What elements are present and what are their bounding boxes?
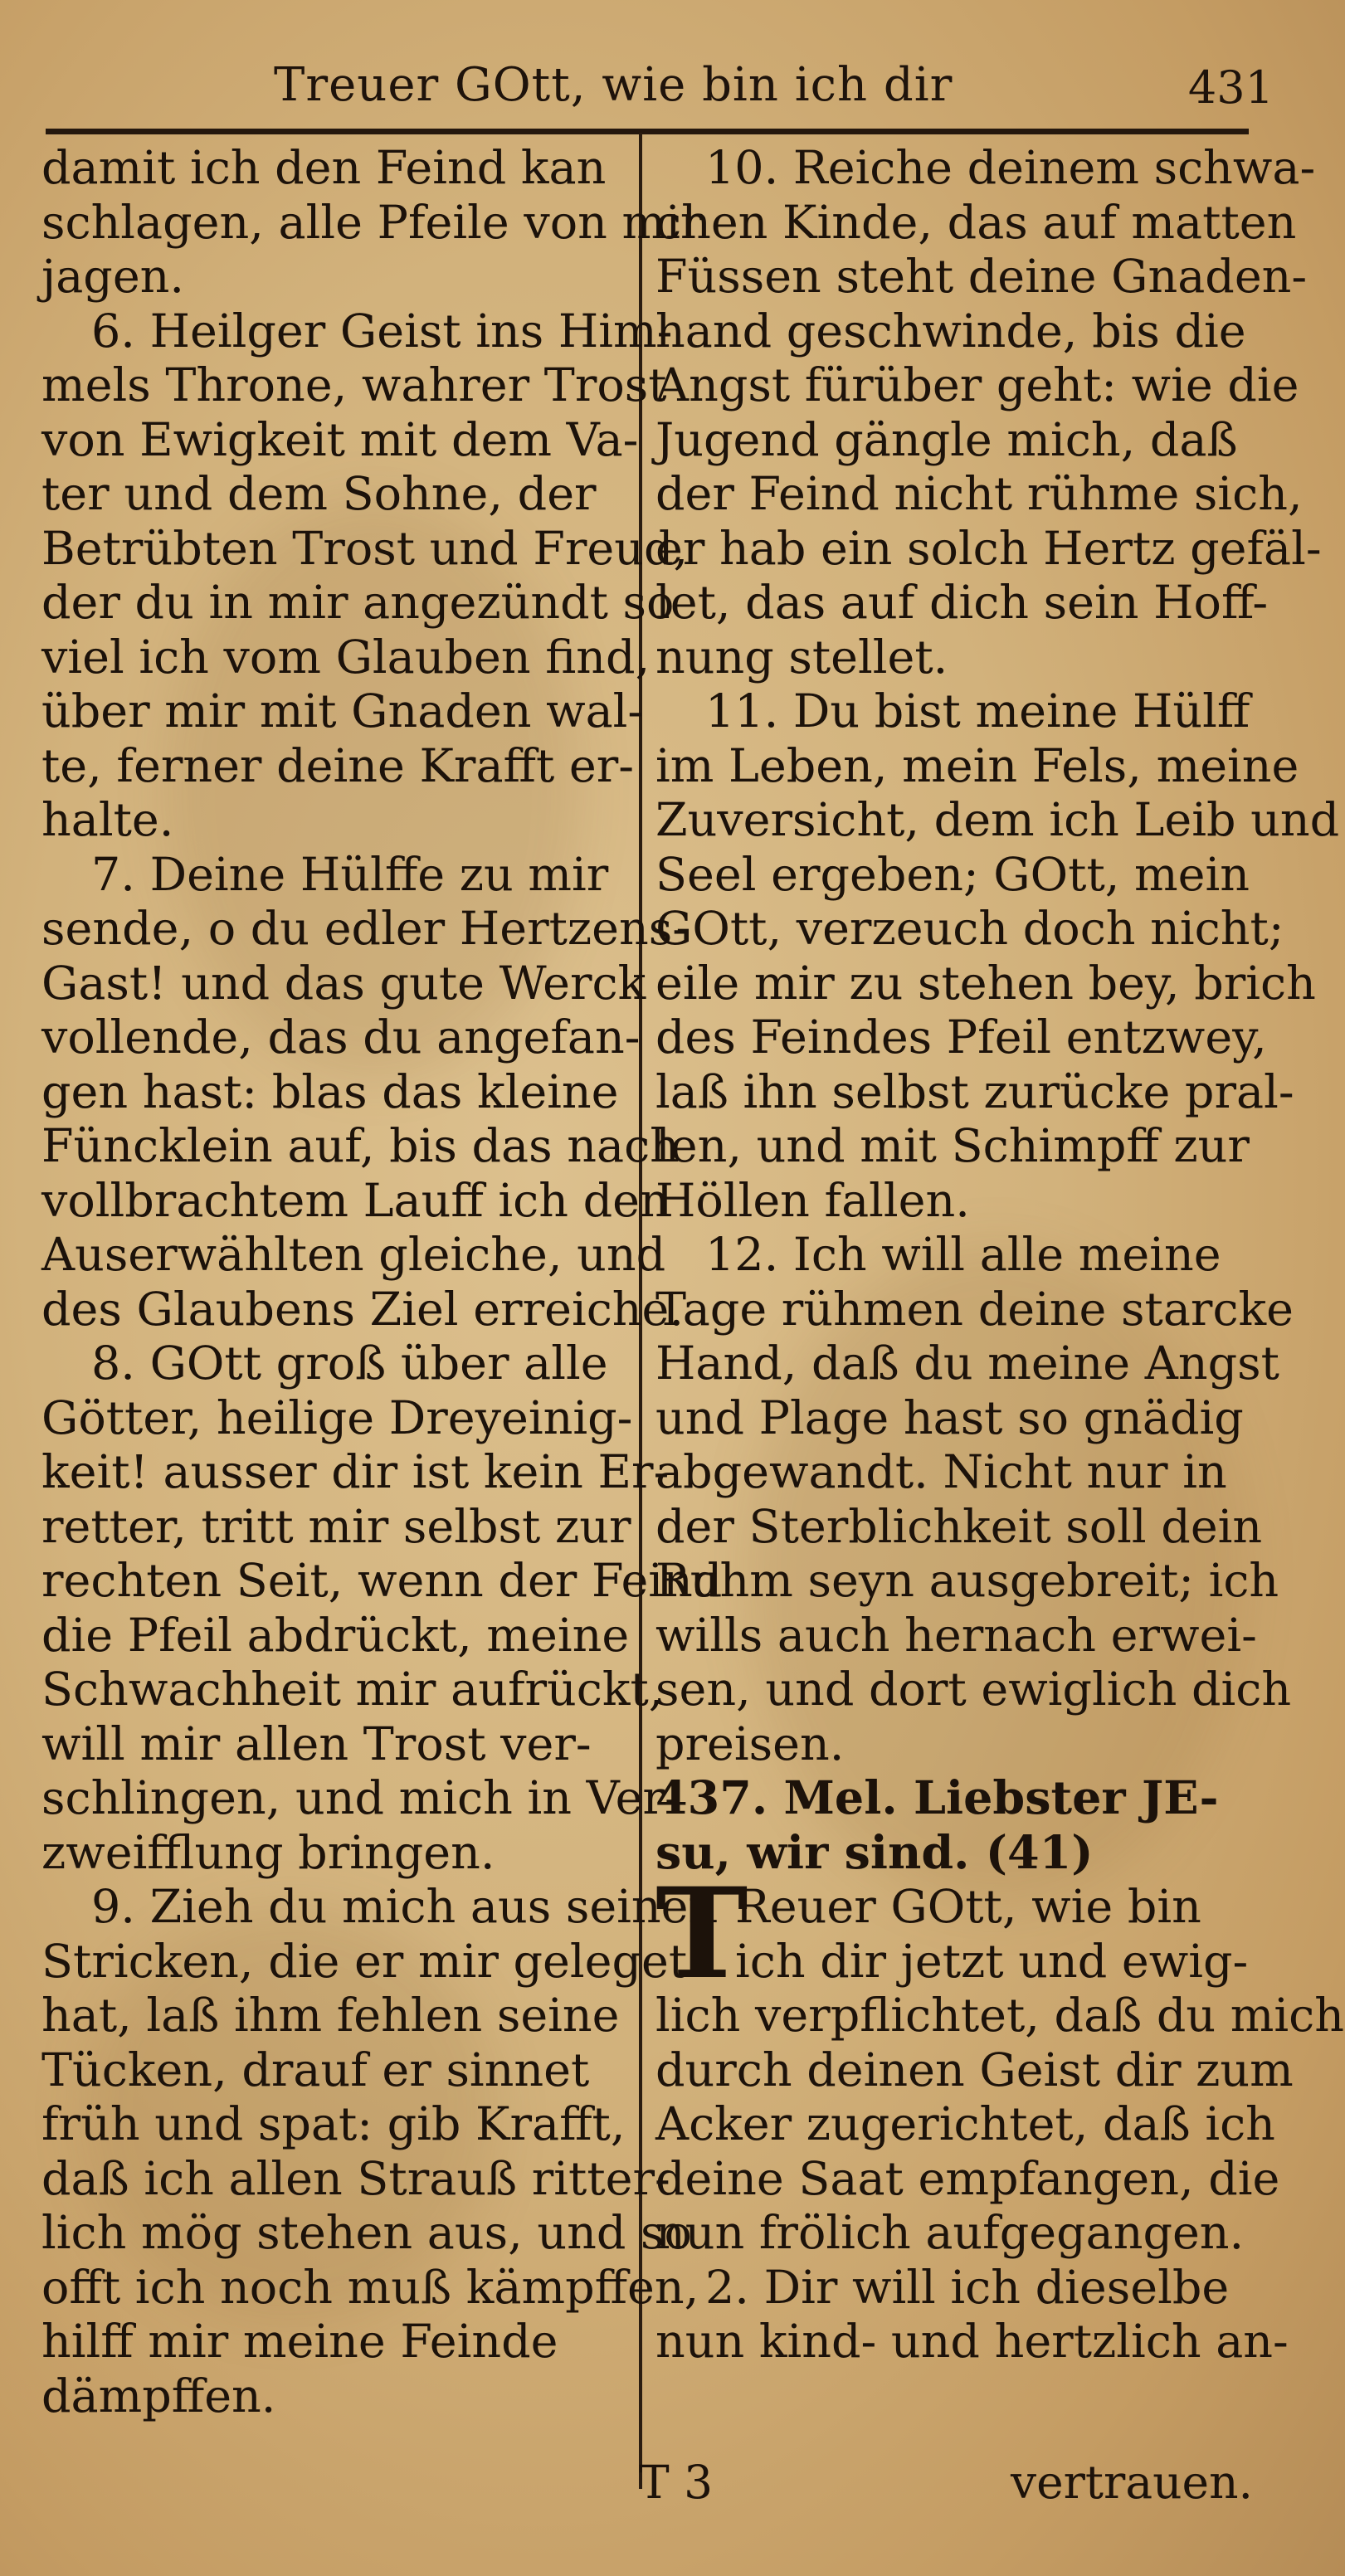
text-line: lich mög stehen aus, und so — [41, 2206, 692, 2260]
text-line: 12. Ich will alle meine — [705, 1228, 1221, 1282]
text-line: gen hast: blas das kleine — [41, 1064, 619, 1119]
header-rule — [46, 129, 1249, 134]
hymn-second-line: ich dir jetzt und ewig- — [735, 1934, 1249, 1989]
text-line: Jugend gängle mich, daß — [655, 412, 1238, 467]
text-line: Höllen fallen. — [655, 1173, 970, 1228]
text-line: damit ich den Feind kan — [41, 141, 607, 195]
text-line: Tücken, drauf er sinnet — [41, 2043, 590, 2097]
right-column-verses — [655, 141, 1340, 1771]
text-line: Hand, daß du meine Angst — [655, 1337, 1279, 1390]
text-line: viel ich vom Glauben find, — [41, 630, 651, 684]
drop-cap: T — [655, 1861, 748, 2007]
text-line: abgewandt. Nicht nur in — [655, 1445, 1227, 1499]
text-line: jagen. — [41, 250, 185, 304]
running-title: Treuer GOtt, wie bin ich dir — [274, 58, 953, 112]
text-line: Auserwählten gleiche, und — [41, 1228, 666, 1282]
text-line: nung stellet. — [655, 630, 948, 684]
text-line: offt ich noch muß kämpffen, — [41, 2260, 699, 2315]
hymn-first-line: Reuer GOtt, wie bin — [735, 1880, 1201, 1934]
text-line: Schwachheit mir aufrückt, — [41, 1663, 664, 1717]
text-line: rechten Seit, wenn der Feind — [41, 1554, 723, 1608]
text-line: er hab ein solch Hertz gefäl- — [655, 521, 1322, 576]
text-line: daß ich allen Strauß ritter- — [41, 2151, 670, 2206]
text-line: te, ferner deine Krafft er- — [41, 738, 635, 793]
text-line: die Pfeil abdrückt, meine — [41, 1608, 630, 1663]
text-line: Tage rühmen deine starcke — [655, 1282, 1294, 1337]
text-line: zweifflung bringen. — [41, 1825, 495, 1880]
text-line: Betrübten Trost und Freud, — [41, 521, 689, 576]
hymn-heading: 437. Mel. Liebster JE- — [655, 1771, 1219, 1825]
text-line: 9. Zieh du mich aus seinen — [91, 1880, 719, 1934]
right-column — [655, 141, 1345, 2369]
page-header — [50, 58, 1274, 124]
text-line: Gast! und das gute Werck — [41, 956, 646, 1010]
text-line: über mir mit Gnaden wal- — [41, 684, 644, 738]
text-line: Stricken, die er mir geleget — [41, 1934, 688, 1989]
text-line: deine Saat empfangen, die — [655, 2151, 1280, 2206]
text-line: let, das auf dich sein Hoff- — [655, 576, 1269, 630]
text-line: des Glaubens Ziel erreiche. — [41, 1282, 685, 1337]
text-line: dämpffen. — [41, 2369, 276, 2423]
text-line: Ruhm seyn ausgebreit; ich — [655, 1554, 1279, 1608]
text-line: nun frölich aufgegangen. — [655, 2206, 1245, 2260]
page-number: 431 — [1187, 61, 1274, 114]
text-line: halte. — [41, 793, 174, 847]
text-line: vollende, das du angefan- — [41, 1010, 641, 1064]
text-line: Zuversicht, dem ich Leib und — [655, 793, 1340, 847]
text-line: sen, und dort ewiglich dich — [655, 1663, 1292, 1717]
page-footer — [41, 2456, 1253, 2514]
text-line: 8. GOtt groß über alle — [91, 1337, 608, 1390]
catchword: vertrauen. — [1011, 2456, 1253, 2509]
text-line: will mir allen Trost ver- — [41, 1717, 592, 1771]
text-line: schlagen, alle Pfeile von mir — [41, 195, 703, 250]
text-line: Götter, heilige Dreyeinig- — [41, 1390, 633, 1445]
text-line: früh und spat: gib Krafft, — [41, 2097, 626, 2151]
text-line: GOtt, verzeuch doch nicht; — [655, 902, 1284, 956]
text-line: Füssen steht deine Gnaden- — [655, 250, 1308, 304]
text-line: Füncklein auf, bis das nach — [41, 1119, 680, 1173]
text-line: des Feindes Pfeil entzwey, — [655, 1010, 1267, 1064]
text-line: schlingen, und mich in Ver- — [41, 1771, 680, 1825]
text-line: preisen. — [655, 1717, 845, 1771]
text-line: sende, o du edler Hertzens- — [41, 902, 688, 956]
text-line: ter und dem Sohne, der — [41, 467, 597, 521]
text-line: 6. Heilger Geist ins Him- — [91, 304, 673, 358]
text-line: nun kind- und hertzlich an- — [655, 2315, 1289, 2369]
text-line: keit! ausser dir ist kein Er- — [41, 1445, 670, 1499]
text-line: hand geschwinde, bis die — [655, 304, 1246, 358]
hymn-heading-continued: su, wir sind. (41) — [655, 1825, 1094, 1880]
text-line: von Ewigkeit mit dem Va- — [41, 412, 639, 467]
hymn-opening — [655, 1861, 1261, 2007]
text-line: Acker zugerichtet, daß ich — [655, 2097, 1275, 2151]
text-line: im Leben, mein Fels, meine — [655, 738, 1299, 793]
text-line: mels Throne, wahrer Trost — [41, 358, 667, 412]
text-line: 7. Deine Hülffe zu mir — [91, 847, 609, 902]
text-line: laß ihn selbst zurücke pral- — [655, 1064, 1294, 1119]
text-line: Angst fürüber geht: wie die — [655, 358, 1299, 412]
left-column — [41, 141, 723, 2423]
text-line: und Plage hast so gnädig — [655, 1390, 1244, 1445]
text-line: hilff mir meine Feinde — [41, 2315, 558, 2369]
text-line: vollbrachtem Lauff ich den — [41, 1173, 670, 1228]
signature-mark: T 3 — [639, 2456, 714, 2509]
text-line: der Feind nicht rühme sich, — [655, 467, 1303, 521]
text-line: len, und mit Schimpff zur — [655, 1119, 1250, 1173]
text-line: chen Kinde, das auf matten — [655, 195, 1297, 250]
text-line: durch deinen Geist dir zum — [655, 2043, 1294, 2097]
text-line: 2. Dir will ich dieselbe — [705, 2260, 1230, 2315]
text-line: wills auch hernach erwei- — [655, 1608, 1257, 1663]
hymn-text — [655, 1989, 1345, 2369]
text-line: 10. Reiche deinem schwa- — [705, 141, 1316, 195]
text-line: eile mir zu stehen bey, brich — [655, 956, 1316, 1010]
text-line: retter, tritt mir selbst zur — [41, 1499, 631, 1554]
text-line: der Sterblichkeit soll dein — [655, 1499, 1263, 1554]
text-line: 11. Du bist meine Hülff — [705, 684, 1250, 738]
text-line: hat, laß ihm fehlen seine — [41, 1989, 620, 2043]
text-line: Seel ergeben; GOtt, mein — [655, 847, 1250, 902]
text-line: der du in mir angezündt so — [41, 576, 675, 630]
text-line: lich verpflichtet, daß du mich — [655, 1989, 1345, 2043]
